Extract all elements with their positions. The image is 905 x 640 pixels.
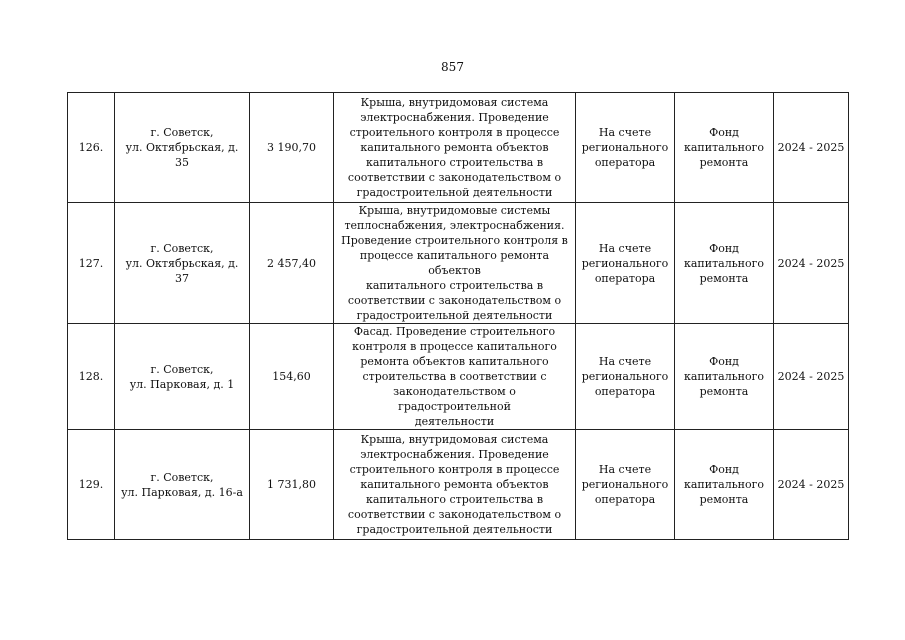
account-line: оператора <box>594 156 656 169</box>
address-cell <box>115 324 250 430</box>
source-line: ремонта <box>699 271 749 285</box>
work-line: капитального строительства в <box>365 493 544 506</box>
work-line: капитального строительства в <box>365 279 544 292</box>
address-street: ул. Октябрьская, д. 37 <box>125 256 239 285</box>
work-line: градостроительной деятельности <box>356 523 553 536</box>
account-line: оператора <box>594 385 656 398</box>
address-city: г. Советск, <box>150 126 214 139</box>
work-description-cell <box>334 93 576 203</box>
work-line: электроснабжения. Проведение <box>360 448 549 461</box>
work-line: строительного контроля в процессе <box>349 126 560 139</box>
area-cell: 1 731,80 <box>250 430 334 540</box>
account-line: оператора <box>594 271 656 285</box>
address-city: г. Советск, <box>150 362 214 376</box>
work-line: Крыша, внутридомовые системы <box>358 204 551 217</box>
work-line: процессе капитального ремонта объектов <box>359 249 550 277</box>
period-cell: 2024 - 2025 <box>774 324 849 430</box>
work-line: теплоснабжения, электроснабжения. <box>344 219 565 232</box>
period-cell: 2024 - 2025 <box>774 430 849 540</box>
account-cell <box>576 93 675 203</box>
period-cell: 2024 - 2025 <box>774 93 849 203</box>
period-cell: 2024 - 2025 <box>774 203 849 324</box>
account-cell <box>576 324 675 430</box>
table-row <box>68 430 849 540</box>
work-line: электроснабжения. Проведение <box>360 111 549 124</box>
address-city: г. Советск, <box>150 470 214 484</box>
account-line: оператора <box>594 493 656 506</box>
table-row <box>68 324 849 430</box>
work-line: градостроительной деятельности <box>356 309 553 322</box>
source-line: капитального <box>683 141 765 154</box>
work-line: соответствии с законодательством о <box>347 294 562 307</box>
address-city: г. Советск, <box>150 241 214 255</box>
work-line: строительства в соответствии с <box>362 370 547 383</box>
source-line: ремонта <box>699 493 749 506</box>
address-cell <box>115 430 250 540</box>
address-street: ул. Парковая, д. 16-а <box>121 485 243 499</box>
source-line: Фонд <box>709 241 739 255</box>
work-description-cell <box>334 430 576 540</box>
work-line: соответствии с законодательством о <box>347 171 562 184</box>
work-description-cell <box>334 203 576 324</box>
source-line: капитального <box>683 256 765 270</box>
source-line: Фонд <box>709 463 739 476</box>
account-line: регионального <box>581 370 669 383</box>
table-row <box>68 93 849 203</box>
work-line: капитального ремонта объектов <box>360 478 549 491</box>
work-line: Крыша, внутридомовая система <box>360 433 549 446</box>
account-cell <box>576 430 675 540</box>
work-line: деятельности <box>414 415 495 428</box>
work-line: контроля в процессе капитального <box>352 340 557 353</box>
work-line: Фасад. Проведение строительного <box>353 325 556 338</box>
work-line: капитального ремонта объектов <box>360 141 549 154</box>
funding-source-cell <box>675 203 774 324</box>
funding-source-cell <box>675 324 774 430</box>
page-number: 857 <box>441 60 464 74</box>
account-line: На счете <box>598 241 652 255</box>
capital-repair-table <box>67 92 849 540</box>
account-line: регионального <box>581 256 669 270</box>
work-line: строительного контроля в процессе <box>349 463 560 476</box>
funding-source-cell <box>675 430 774 540</box>
work-line: ремонта объектов капитального <box>360 355 549 368</box>
source-line: ремонта <box>699 385 749 398</box>
work-description-cell <box>334 324 576 430</box>
table-row <box>68 203 849 324</box>
work-line: градостроительной деятельности <box>356 186 553 199</box>
row-number: 128. <box>68 324 115 430</box>
source-line: капитального <box>683 478 765 491</box>
work-line: соответствии с законодательством о <box>347 508 562 521</box>
address-street: ул. Парковая, д. 1 <box>129 377 235 391</box>
account-line: регионального <box>581 141 669 154</box>
source-line: Фонд <box>709 126 739 139</box>
account-line: регионального <box>581 478 669 491</box>
row-number: 129. <box>68 430 115 540</box>
address-cell <box>115 203 250 324</box>
work-line: Проведение строительного контроля в <box>341 234 568 247</box>
source-line: капитального <box>683 370 765 383</box>
row-number: 126. <box>68 93 115 203</box>
funding-source-cell <box>675 93 774 203</box>
source-line: Фонд <box>709 355 739 368</box>
work-line: Крыша, внутридомовая система <box>360 96 549 109</box>
address-cell <box>115 93 250 203</box>
area-cell: 3 190,70 <box>250 93 334 203</box>
area-cell: 154,60 <box>250 324 334 430</box>
source-line: ремонта <box>699 156 749 169</box>
account-line: На счете <box>598 355 652 368</box>
work-line: капитального строительства в <box>365 156 544 169</box>
work-line: законодательством о градостроительной <box>393 385 516 413</box>
row-number: 127. <box>68 203 115 324</box>
account-cell <box>576 203 675 324</box>
account-line: На счете <box>598 126 652 139</box>
area-cell: 2 457,40 <box>250 203 334 324</box>
account-line: На счете <box>598 463 652 476</box>
address-street: ул. Октябрьская, д. 35 <box>125 141 239 169</box>
